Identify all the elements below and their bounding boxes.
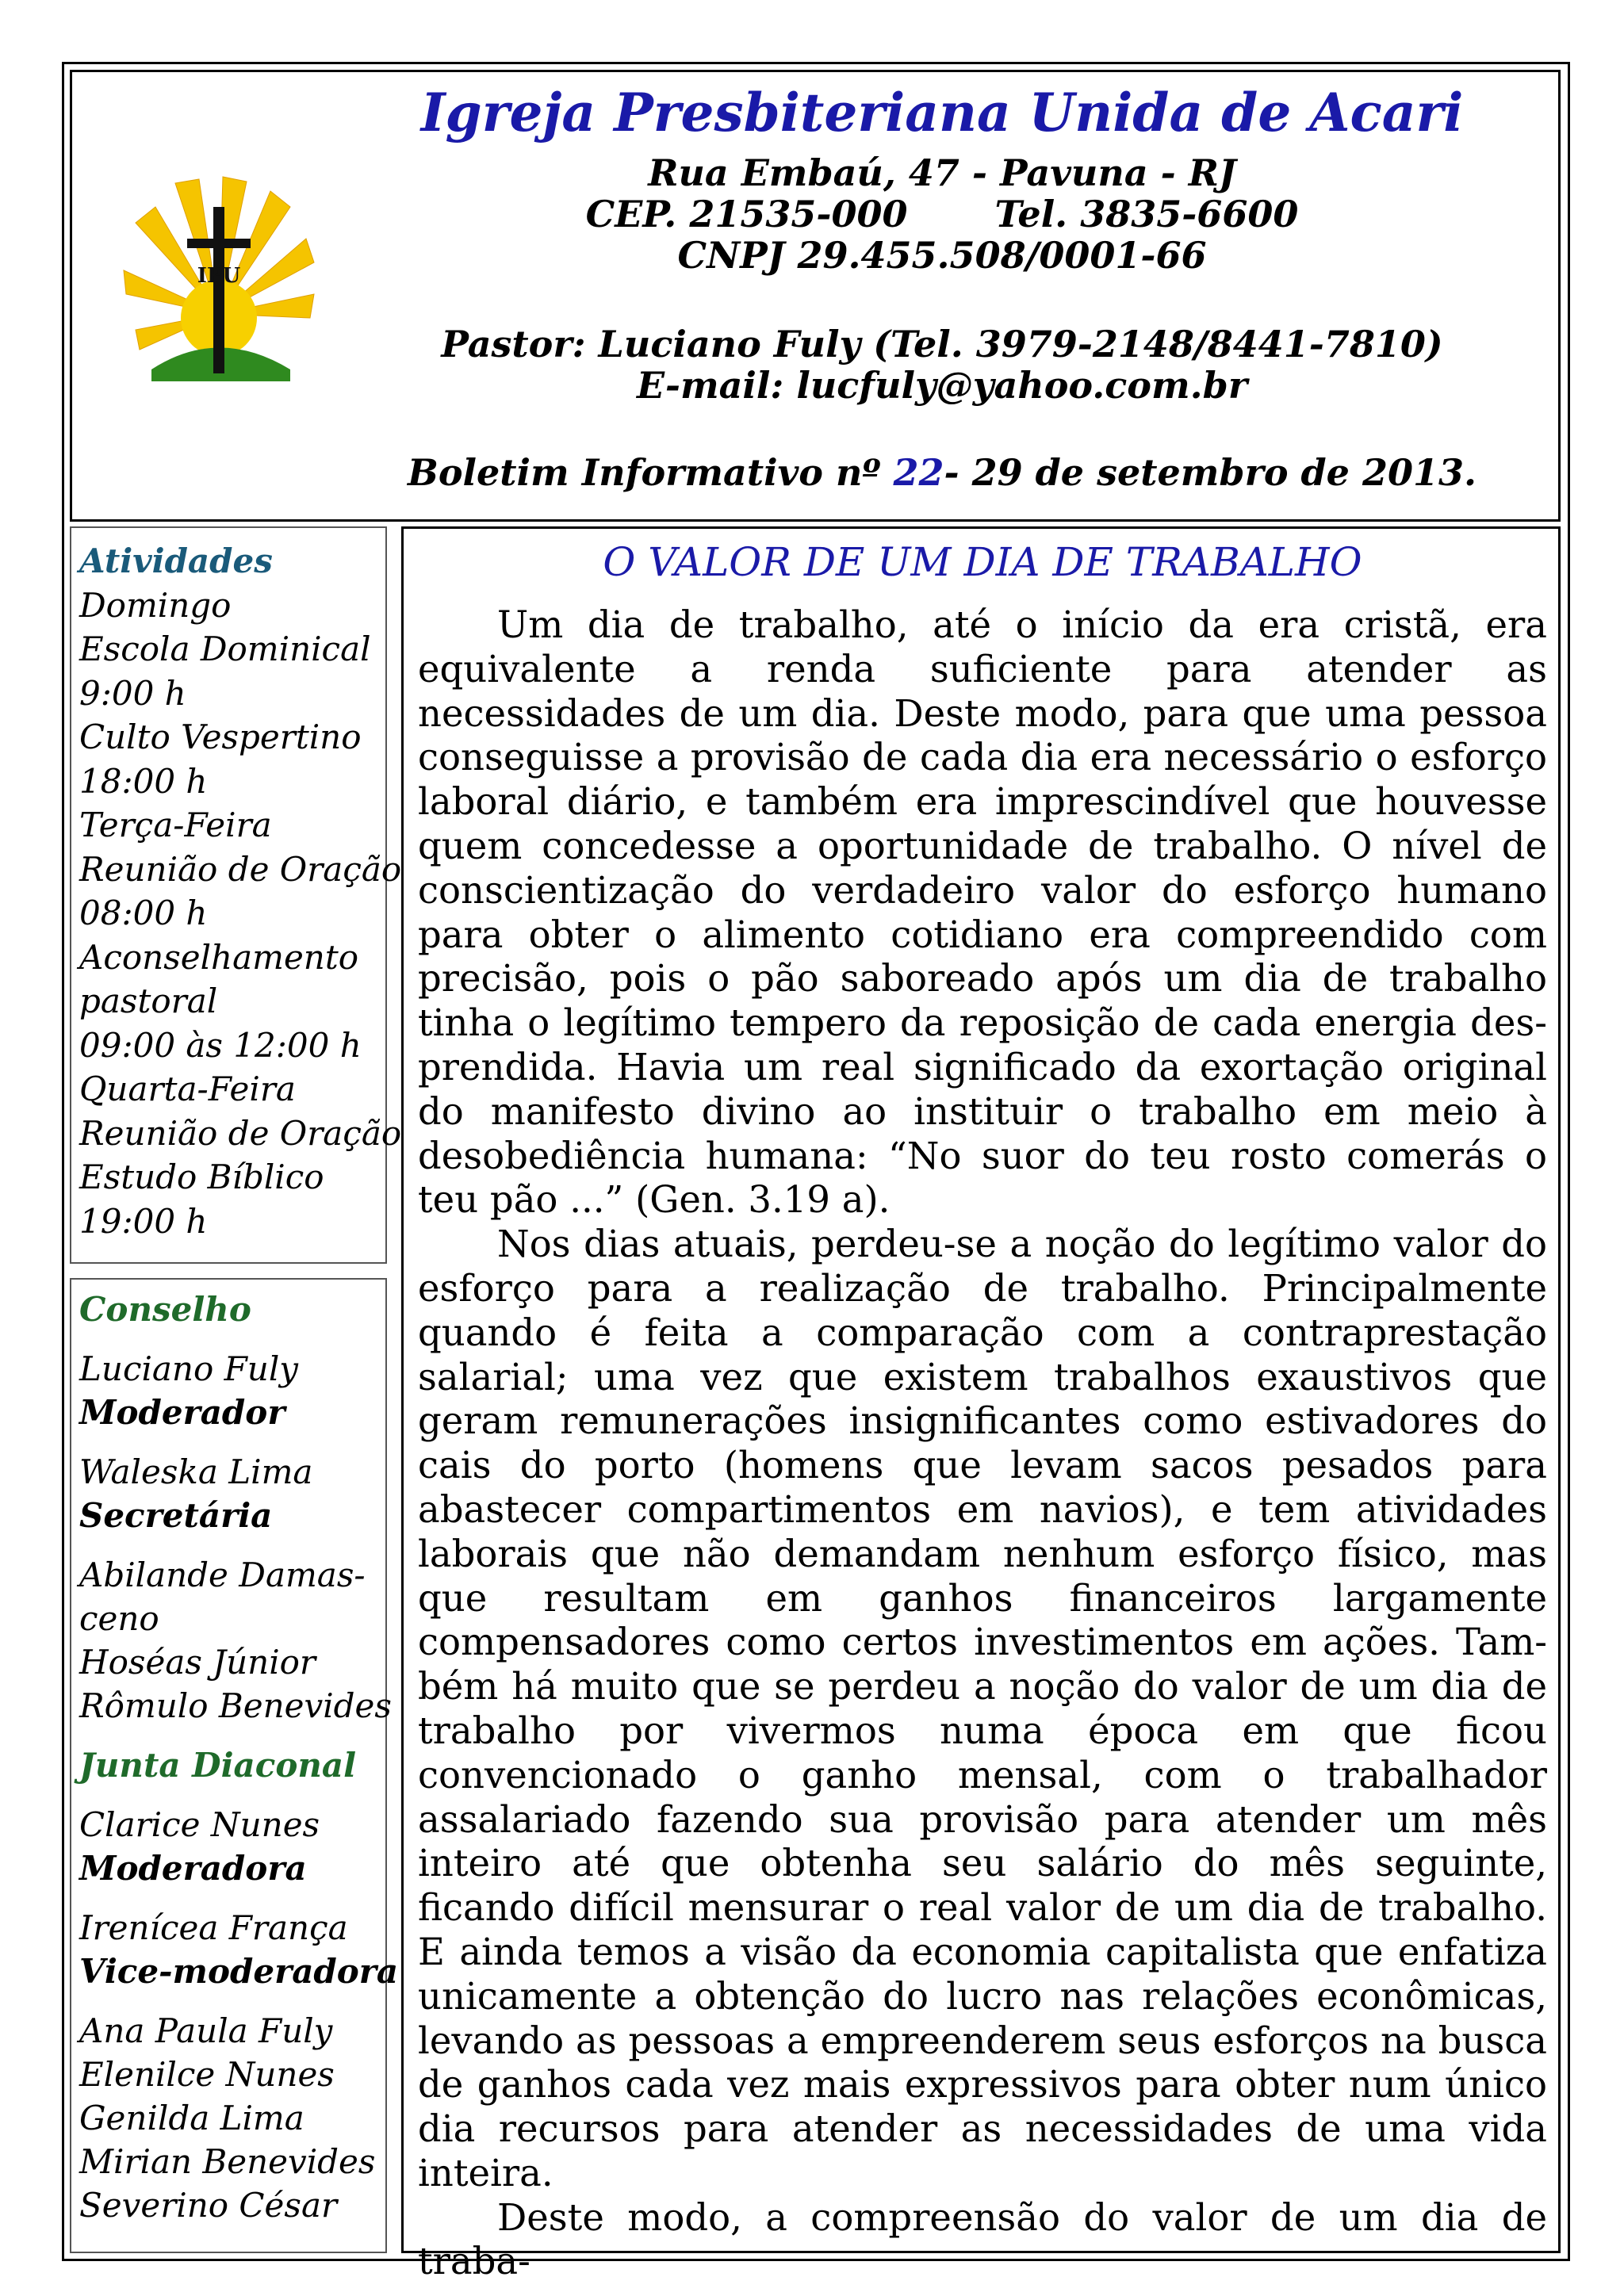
telephone: Tel. 3835-6600 [994, 193, 1299, 235]
church-address: Rua Embaú, 47 - Pavuna - RJ [648, 151, 1236, 194]
member-role: Secretária [79, 1496, 273, 1535]
activity-line: pastoral [79, 982, 218, 1020]
member-name: Elenilce Nunes [79, 2055, 335, 2094]
deacons-heading: Junta Diaconal [79, 1746, 357, 1785]
activity-line: Terça-Feira [79, 806, 272, 844]
article-box [401, 526, 1561, 2283]
activity-line: Culto Vespertino [79, 718, 362, 756]
member-role: Moderador [79, 1393, 285, 1432]
member-name: ceno [79, 1599, 159, 1638]
bulletin-number: 22 [893, 451, 944, 494]
cep-tel-line [342, 193, 1542, 235]
member-name: Clarice Nunes [79, 1805, 320, 1844]
pastor-info: Pastor: Luciano Fuly (Tel. 3979-2148/8441-7810) [441, 323, 1443, 365]
member-name: Genilda Lima [79, 2099, 304, 2137]
activity-line: 08:00 h [79, 894, 208, 932]
council-others [79, 1553, 392, 1728]
activity-line: Reunião de Oração [79, 1113, 402, 1153]
member-name: Hoséas Júnior [79, 1643, 316, 1682]
activity-line: 19:00 h [79, 1201, 208, 1241]
activity-line: Estudo Bíblico [79, 1158, 324, 1196]
pastor-email: E-mail: lucfuly@yahoo.com.br [636, 364, 1248, 407]
member-name: Irenícea França [79, 1908, 348, 1947]
member-name: Severino César [79, 2186, 338, 2225]
activity-line: 9:00 h [79, 673, 186, 713]
leadership-box [70, 1278, 399, 2253]
activities-box [70, 526, 402, 1264]
bulletin-line [342, 451, 1542, 494]
member-name: Ana Paula Fuly [79, 2011, 333, 2050]
activity-line: Domingo [79, 585, 232, 625]
article-paragraph: Deste modo, a compreensão do valor de um dia de traba- [418, 2195, 1547, 2283]
activity-line: 18:00 h [79, 761, 208, 801]
member-name: Luciano Fuly [79, 1349, 298, 1388]
deacon-member [79, 1803, 377, 1890]
article-title: O VALOR DE UM DIA DE TRABALHO [603, 539, 1362, 585]
member-role: Moderadora [79, 1849, 307, 1888]
activity-line: Escola Dominical [79, 629, 371, 668]
church-name: Igreja Presbiteriana Unida de Acari [420, 82, 1464, 144]
deacon-others [79, 2009, 377, 2227]
cnpj: CNPJ 29.455.508/0001-66 [677, 234, 1207, 277]
church-logo-icon [120, 175, 318, 397]
activity-line: 09:00 às 12:00 h [79, 1025, 362, 1065]
member-name: Waleska Lima [79, 1452, 313, 1491]
member-name: Rômulo Benevides [79, 1686, 392, 1725]
bulletin-header [70, 70, 1561, 522]
deacon-member [79, 1906, 399, 1993]
svg-text:IPU: IPU [197, 264, 241, 288]
bulletin-prefix: Boletim Informativo nº [408, 451, 894, 494]
article-paragraph: Nos dias atuais, perdeu-se a noção do legítimo valor do esforço para a realização de trabalho. Principalmente quando é feita a comparação com a contraprestação salarial; uma vez que existem trabalhos exaustivos que geram remunerações insignificantes como estivadores do cais do porto (homens que levam sacos pesados para abastecer compartimentos em navios), e tem atividades laborais que não demandam nenhum esforço físico, mas que resultam em ganhos financeiros largamente compensadores como certos investimentos em ações. Também há muito que se perdeu a noção do valor de um dia de trabalho por vivermos numa época em que ficou convencionado o ganho mensal, com o trabalhador assalariado fazendo sua provisão para atender um mês inteiro até que obtenha seu salário do mês seguinte, ficando difícil mensurar o real valor de um dia de trabalho. E ainda temos a visão da economia capitalista que enfatiza unicamente a obtenção do lucro nas relações econômicas, levando as pessoas a empreenderem seus esforços na busca de ganhos cada vez mais expressivos para obter num único dia recursos para atender as necessidades de uma vida inteira. [418, 1223, 1547, 2195]
member-name: Abilande Damas- [79, 1556, 366, 1594]
article-paragraph: Um dia de trabalho, até o início da era cristã, era equivalente a renda suficiente para atender as necessidades de um dia. Deste modo, para que uma pessoa conseguisse a provisão de cada dia era necessário o esforço laboral diário, e também era imprescindível que houvesse quem concedesse a oportunidade de trabalho. O nível de conscientização do verdadeiro valor do esforço humano para obter o alimento cotidiano era compreendido com precisão, pois o pão saboreado após um dia de trabalho tinha o legítimo tempero da reposição de cada energia desprendida. Havia um real significado da exortação original do manifesto divino ao instituir o trabalho em meio à desobediência humana: “No suor do teu rosto comerás o teu pão ...” (Gen. 3.19 a). [418, 603, 1547, 1222]
activity-line: Reunião de Oração [79, 849, 402, 889]
council-member [79, 1450, 377, 1537]
bulletin-date: - 29 de setembro de 2013. [944, 451, 1477, 494]
member-role: Vice-moderadora [79, 1952, 399, 1991]
member-name: Mirian Benevides [79, 2142, 376, 2181]
council-member [79, 1347, 377, 1434]
cep: CEP. 21535-000 [585, 193, 908, 235]
activities-heading: Atividades [79, 541, 273, 580]
activity-line: Quarta-Feira [79, 1070, 296, 1108]
activity-line: Aconselhamento [79, 937, 359, 977]
council-heading: Conselho [79, 1290, 251, 1329]
